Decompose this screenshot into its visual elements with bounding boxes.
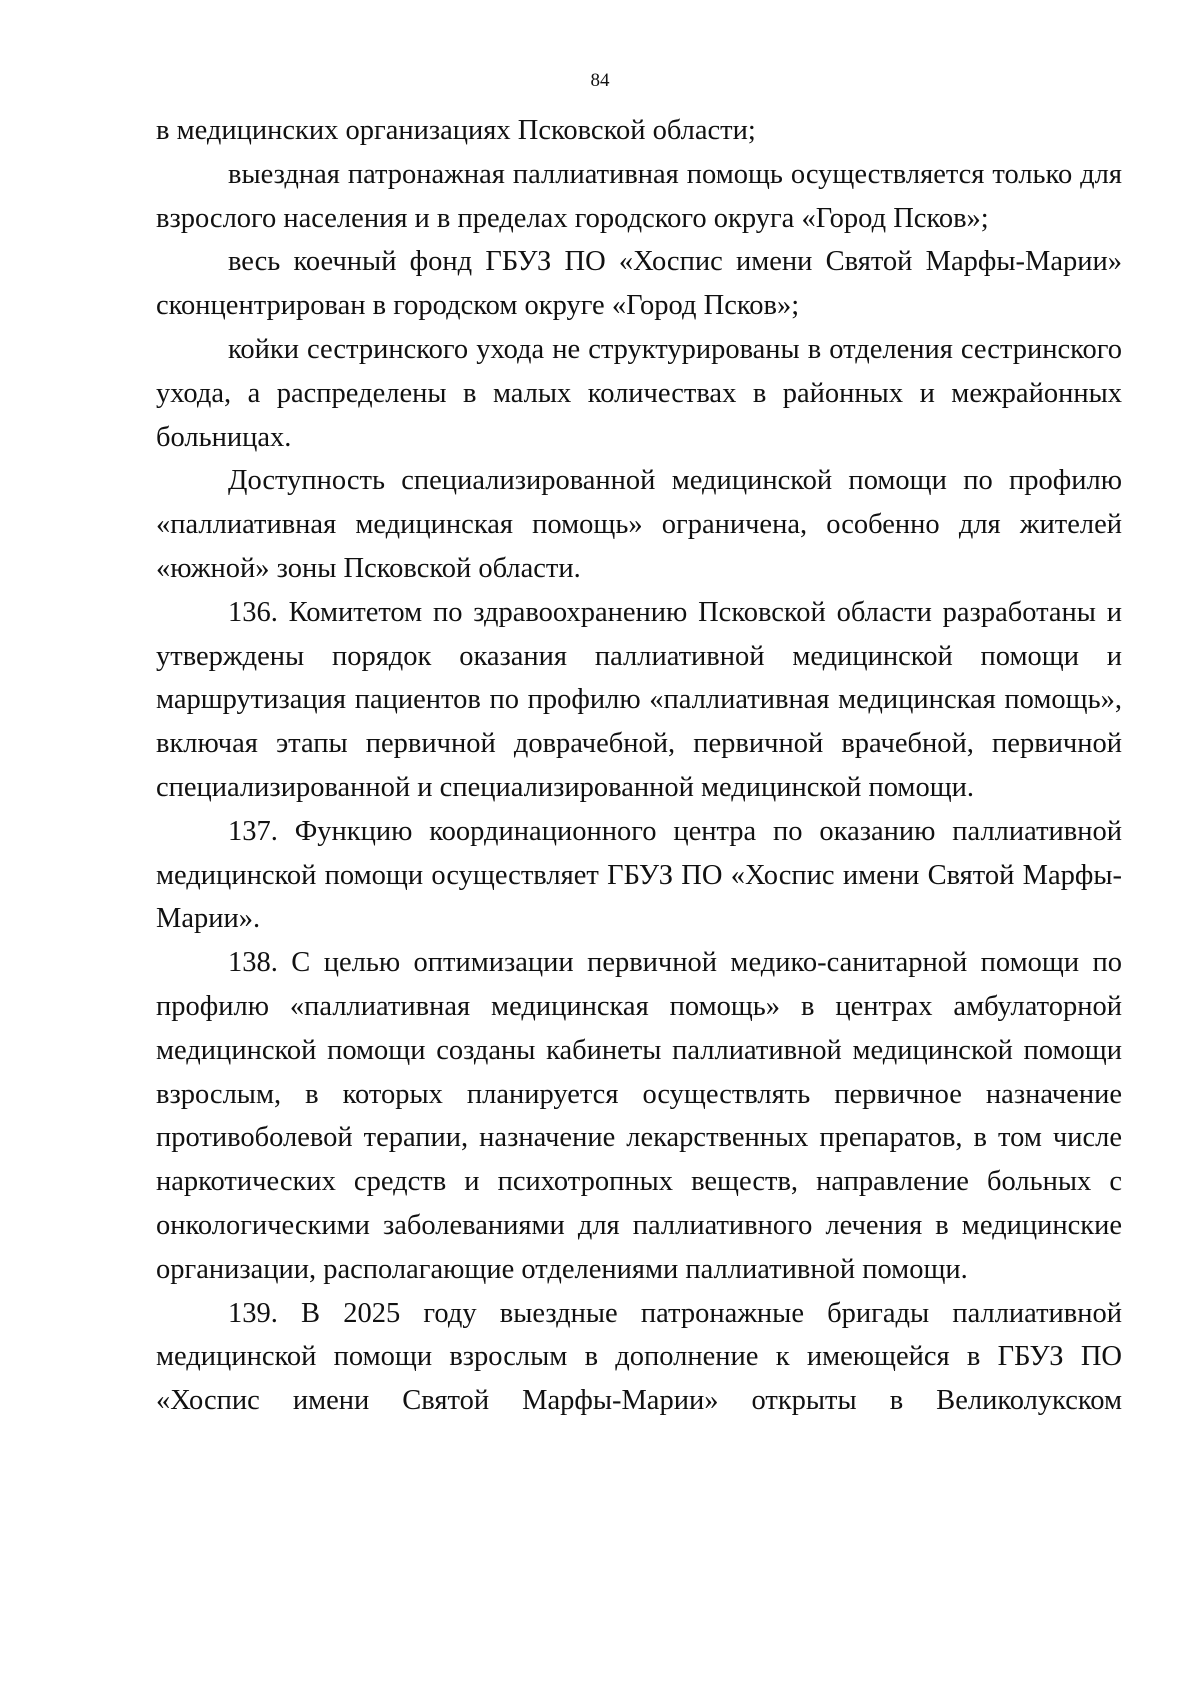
paragraph-137: 137. Функцию координационного центра по оказанию паллиативной медицинской помощи осуществляет ГБУЗ ПО «Хоспис имени Святой Марфы-Марии». (156, 815, 1122, 935)
paragraph-139: 139. В 2025 году выездные патронажные бригады паллиативной медицинской помощи взрослым в дополнение к имеющейся в ГБУЗ ПО «Хоспис имени Святой Марфы-Марии» открыты в Великолукском (156, 1297, 1122, 1417)
paragraph-138: 138. С целью оптимизации первичной медико-санитарной помощи по профилю «паллиативная медицинская помощь» в центрах амбулаторной медицинской помощи созданы кабинеты паллиативной медицинской помощи взрослым, в которых планируется осуществлять первичное назначение противоболевой терапии, назначение лекарственных препаратов, в том числе наркотических средств и психотропных веществ, направление больных с онкологическими заболеваниями для паллиативного лечения в медицинские организации, располагающие отделениями паллиативной помощи. (156, 947, 1122, 1285)
document-body (156, 109, 1122, 1423)
page-number: 84 (590, 70, 610, 91)
paragraph-availability: Доступность специализированной медицинской помощи по профилю «паллиативная медицинская помощь» ограничена, особенно для жителей «южной» зоны Псковской области. (156, 465, 1122, 584)
paragraph-continuation: в медицинских организациях Псковской области; (156, 115, 756, 146)
paragraph-outreach-care: выездная патронажная паллиативная помощь осуществляется только для взрослого населения и в пределах городского округа «Город Псков»; (156, 158, 1122, 234)
paragraph-bed-fund: весь коечный фонд ГБУЗ ПО «Хоспис имени Святой Марфы-Марии» сконцентрирован в городском округе «Город Псков»; (156, 246, 1122, 322)
paragraph-nursing-beds: койки сестринского ухода не структурированы в отделения сестринского ухода, а распределены в малых количествах в районных и межрайонных больницах. (156, 333, 1122, 453)
paragraph-136: 136. Комитетом по здравоохранению Псковской области разработаны и утверждены порядок оказания паллиативной медицинской помощи и маршрутизация пациентов по профилю «паллиативная медицинская помощь», включая этапы первичной доврачебной, первичной врачебной, первичной специализированной и специализированной медицинской помощи. (156, 596, 1122, 803)
